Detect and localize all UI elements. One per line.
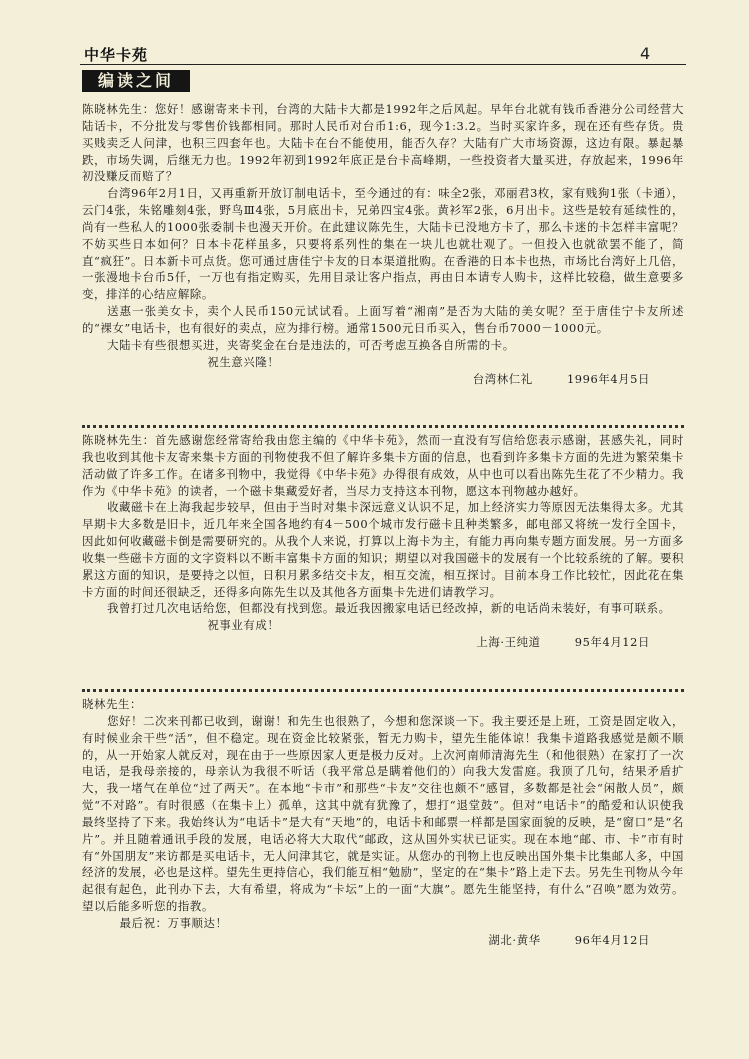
header-rule — [80, 64, 686, 65]
dotted-separator — [82, 425, 684, 428]
magazine-title: 中华卡苑 — [84, 46, 149, 64]
letter-date: 95年4月12日 — [574, 635, 650, 650]
letter-date: 1996年4月5日 — [566, 371, 650, 386]
letter-paragraph: 您好！二次来刊都已收到，谢谢！和先生也很熟了，今想和您深谈一下。我主要还是上班，工资是固定收入，有时候业余干些“活”，但不稳定。现在资金比较紧张，暂无力购卡，望先生能体谅！我集卡道路我感觉是颇不顺的，从一开始家人就反对，现在由于一些原因家人更是极力反对。上次河南师清海先生（和他很熟）在家打了一次电话，是我母亲接的，母亲认为我很不听话（我平常总是瞒着他们的）向我大发雷庭。我顶了几句，结果矛盾扩大，我一堵气在单位“过了两天”。在本地“卡市”和那些“卡友”交往也颇不“感冒，多数都是社会“闲散人员”，颇觉“不对路”。有时很感（在集卡上）孤单，这其中就有犹豫了，想打“退堂鼓”。但对“电话卡”的酷爱和认识使我最终坚持了下来。我始终认为“电话卡”是大有“天地”的，电话卡和邮票一样都是国家面貌的反映，是“窗口”是“名片”。并且随着通讯手段的发展，电话必将大大取代“邮政，这从国外实状已证实。现在本地“邮、市、卡”市有时有“外国朋友”来访都是买电话卡，无人问津其它，就是实证。从您办的刊物上也反映出国外集卡比集邮人多，中国经济的发展，必也是这样。望先生更持信心，我们能互相“勉励”，坚定的在“集卡”路上走下去。另先生刊物从今年起很有起色，此刊办下去，大有希望，将成为“卡坛”上的一面“大旗”。愿先生能坚持，有什么“召唤”愿为效劳。望以后能多听您的指教。 — [82, 713, 684, 914]
letter-paragraph: 我曾打过几次电话给您，但都没有找到您。最近我因搬家电话已经改掉，新的电话尚未装好，有事可联系。 — [107, 601, 671, 616]
letter-opening: 陈晓林先生：您好！感谢寄来卡刊，台湾的大陆卡大都是1992年之后风起。早年台北就有钱币香港分公司经营大陆话卡，不分批发与零售价钱都相同。那时人民币对台币1:6，现今1:3.2。当时买家许多，现在还有些存货。贵买贱卖乏人问津，也积三四套年也。大陆卡在台不能使用，能否久存？大陆有广大市场资源，这边有限。暴起暴跌，市场失调，后继无力也。1992年初到1992年底正是台卡高峰期，一些投资者大量买进，存放起来，1996年初没赚反而赔了？ — [82, 102, 684, 184]
letter-paragraph: 送惠一张美女卡，卖个人民币150元试试看。上面写着“湘南”是否为大陆的美女呢？至于唐佳宁卡友所述的“裸女”电话卡，也有很好的卖点，应为排行榜。通常1500元日币买入，售台币7000－1000元。 — [82, 304, 684, 335]
letter-signature-line — [82, 932, 684, 949]
letter-paragraph: 台湾96年2月1日，又再重新开放订制电话卡，至今通过的有：味全2张，邓丽君3枚，家有贱狗1张（卡通），云门4张，朱铭雕刻4张，野鸟Ⅲ4张，5月底出卡，兄弟四宝4张。黄衫军2张，6月出卡。这些是较有延续性的，尚有一些私人的1000张委制卡也漫天开价。在此建议陈先生，大陆卡已没地方卡了，那么卡迷的卡怎样丰富呢？不妨买些日本如何？日本卡花样虽多，只要将系列性的集在一块儿也就壮观了。一但投入也就欲罢不能了，简直“疯狂”。日本新卡可点货。您可通过唐佳宁卡友的日本渠道批购。在香港的日本卡也热，市场比台湾好上几倍，一张漫地卡台币5仟，一万也有指定购买，先用目录让客户指点，再由日本请专人购卡，这样比较稳，做生意要多变，排洋的心结应解除。 — [82, 186, 684, 302]
section-title: 编读之间 — [82, 70, 190, 92]
dotted-separator — [82, 689, 684, 692]
letter-signature-line — [82, 634, 684, 651]
letter-salutation: 晓林先生： — [82, 697, 142, 711]
letter-signature: 上海·王纯道 — [476, 635, 541, 650]
letter-closing: 最后祝：万事顺达！ — [119, 915, 228, 930]
letter-opening: 陈晓林先生：首先感谢您经常寄给我由您主编的《中华卡苑》，然而一直没有写信给您表示感谢，甚感失礼，同时我也收到其他卡友寄来集卡方面的刊物使我不但了解许多集卡方面的信息，也看到许多集卡方面的先进为繁荣集卡活动做了许多工作。在诸多刊物中，我觉得《中华卡苑》办得很有成效，从中也可以看出陈先生花了不少精力。我作为《中华卡苑》的读者，一个磁卡集藏爱好者，当尽力支持这本刊物，愿这本刊物越办越好。 — [82, 433, 684, 498]
letter-closing: 祝生意兴隆！ — [207, 354, 280, 369]
letter-hubei — [82, 696, 684, 949]
letter-date: 96年4月12日 — [574, 932, 650, 947]
letter-taiwan — [82, 101, 684, 387]
letter-signature: 湖北·黄华 — [488, 932, 541, 947]
letter-shanghai — [82, 432, 684, 651]
letter-closing: 祝事业有成！ — [207, 618, 280, 633]
page-number: 4 — [640, 44, 651, 63]
letter-paragraph: 大陆卡有些很想买进，夹寄奖金在台是违法的，可否考虑互换各自所需的卡。 — [107, 337, 515, 352]
letter-paragraph: 收藏磁卡在上海我起步较早，但由于当时对集卡深远意义认识不足，加上经济实力等原因无法集得太多。尤其早期卡大多数是旧卡，近几年来全国各地约有4－500个城市发行磁卡且种类繁多，邮电部又将统一发行全国卡，因此如何收藏磁卡倒是需要研究的。从我个人来说，打算以上海卡为主，有能力再向集专题方面发展。另一方面多收集一些磁卡方面的文字资料以不断丰富集卡方面的知识；期望以对我国磁卡的发展有一个比较系统的了解。要积累这方面的知识，是要持之以恒，日积月累多结交卡友，相互交流，相互探讨。目前本身工作比较忙，因此花在集卡方面的时间还很缺乏，还得多向陈先生以及其他各方面集卡先进们请教学习。 — [82, 500, 684, 599]
letter-signature-line — [82, 371, 684, 388]
letter-signature: 台湾林仁礼 — [472, 371, 533, 386]
